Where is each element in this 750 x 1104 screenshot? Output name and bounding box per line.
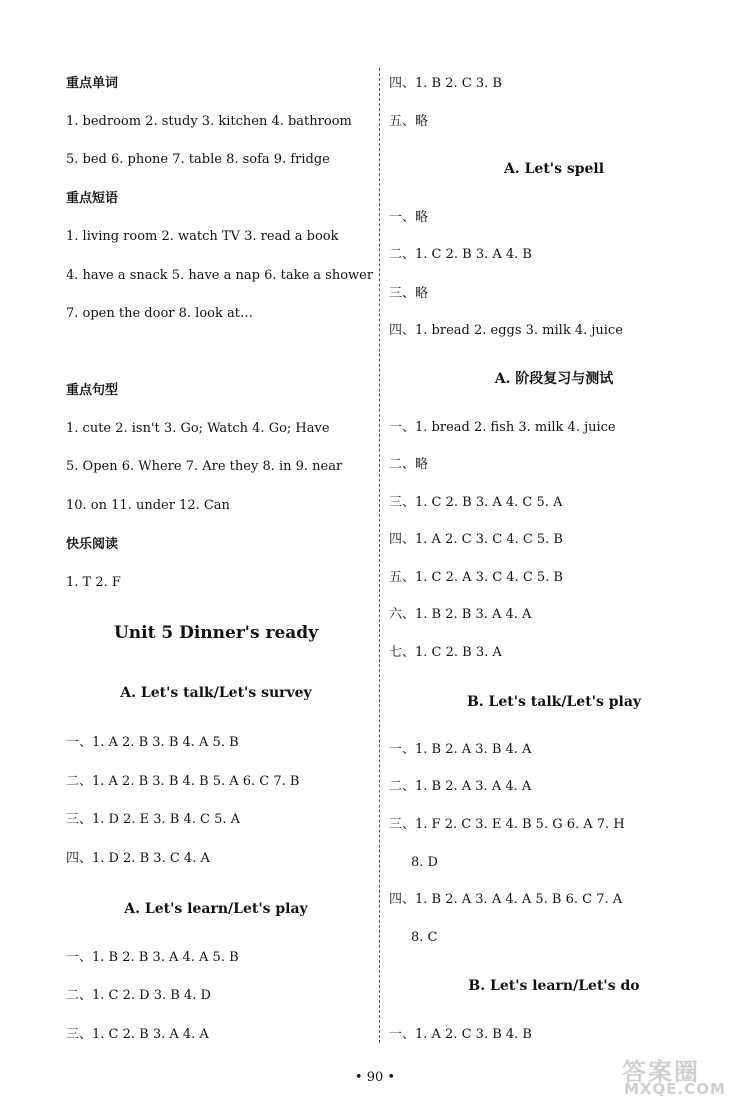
section-heading-b-lets-learn-do: B. Let's learn/Let's do <box>468 978 640 994</box>
section-heading-lets-learn-play: A. Let's learn/Let's play <box>124 901 308 917</box>
watermark-logo <box>618 1052 738 1098</box>
watermark-url: MXQE.COM <box>624 1080 726 1098</box>
answer-line: 二、1. A 2. B 3. B 4. B 5. A 6. C 7. B <box>66 774 300 789</box>
answer-line: 一、1. B 2. A 3. B 4. A <box>389 742 532 757</box>
section-heading-key-words: 重点单词 <box>66 76 119 91</box>
answer-line: 二、1. B 2. A 3. A 4. A <box>389 779 532 794</box>
answer-line: 五、略 <box>389 114 429 129</box>
answer-line: 六、1. B 2. B 3. A 4. A <box>389 607 532 622</box>
answer-line: 1. T 2. F <box>66 575 121 590</box>
answer-line: 一、略 <box>389 210 429 225</box>
answer-line: 四、1. B 2. C 3. B <box>389 76 502 91</box>
section-heading-reading: 快乐阅读 <box>66 537 119 552</box>
answer-line: 7. open the door 8. look at… <box>66 306 253 321</box>
section-heading-key-sentences: 重点句型 <box>66 383 119 398</box>
answer-line: 七、1. C 2. B 3. A <box>389 645 502 660</box>
unit-title: Unit 5 Dinner's ready <box>113 623 319 643</box>
answer-line: 五、1. C 2. A 3. C 4. C 5. B <box>389 570 563 585</box>
answer-line: 二、1. C 2. B 3. A 4. B <box>389 247 532 262</box>
answer-line-continued: 8. D <box>411 855 438 870</box>
answer-line: 三、略 <box>389 286 429 301</box>
answer-line: 10. on 11. under 12. Can <box>66 498 230 513</box>
section-heading-lets-talk-survey: A. Let's talk/Let's survey <box>120 685 312 701</box>
answer-line: 一、1. A 2. B 3. B 4. A 5. B <box>66 735 239 750</box>
answer-line: 5. bed 6. phone 7. table 8. sofa 9. fridge <box>66 152 330 167</box>
answer-line: 三、1. D 2. E 3. B 4. C 5. A <box>66 812 241 827</box>
answer-line: 四、1. bread 2. eggs 3. milk 4. juice <box>389 323 623 338</box>
page-number: • 90 • <box>354 1070 396 1085</box>
answer-line: 1. living room 2. watch TV 3. read a book <box>66 229 339 244</box>
section-heading-review-test: A. 阶段复习与测试 <box>494 371 614 387</box>
answer-line: 一、1. B 2. B 3. A 4. A 5. B <box>66 950 239 965</box>
answer-line: 二、1. C 2. D 3. B 4. D <box>66 988 211 1003</box>
answer-line: 5. Open 6. Where 7. Are they 8. in 9. near <box>66 459 343 474</box>
answer-line: 三、1. F 2. C 3. E 4. B 5. G 6. A 7. H <box>389 817 625 832</box>
answer-line: 三、1. C 2. B 3. A 4. C 5. A <box>389 495 563 510</box>
section-heading-key-phrases: 重点短语 <box>66 191 119 206</box>
section-heading-lets-spell: A. Let's spell <box>503 161 605 177</box>
answer-line: 1. bedroom 2. study 3. kitchen 4. bathroom <box>66 114 352 129</box>
answer-line: 四、1. A 2. C 3. C 4. C 5. B <box>389 532 563 547</box>
answer-line: 三、1. C 2. B 3. A 4. A <box>66 1027 209 1042</box>
answer-line-continued: 8. C <box>411 930 438 945</box>
watermark-text: 答案圈 <box>622 1058 700 1086</box>
answer-line: 一、1. A 2. C 3. B 4. B <box>389 1027 532 1042</box>
answer-line: 一、1. bread 2. fish 3. milk 4. juice <box>389 420 616 435</box>
answer-line: 四、1. B 2. A 3. A 4. A 5. B 6. C 7. A <box>389 892 623 907</box>
answer-line: 二、略 <box>389 457 429 472</box>
section-heading-b-lets-talk-play: B. Let's talk/Let's play <box>466 694 642 710</box>
answer-line: 1. cute 2. isn't 3. Go; Watch 4. Go; Have <box>66 421 330 436</box>
answer-line: 四、1. D 2. B 3. C 4. A <box>66 851 210 866</box>
column-divider <box>379 68 380 1043</box>
answer-line: 4. have a snack 5. have a nap 6. take a shower <box>66 268 374 283</box>
